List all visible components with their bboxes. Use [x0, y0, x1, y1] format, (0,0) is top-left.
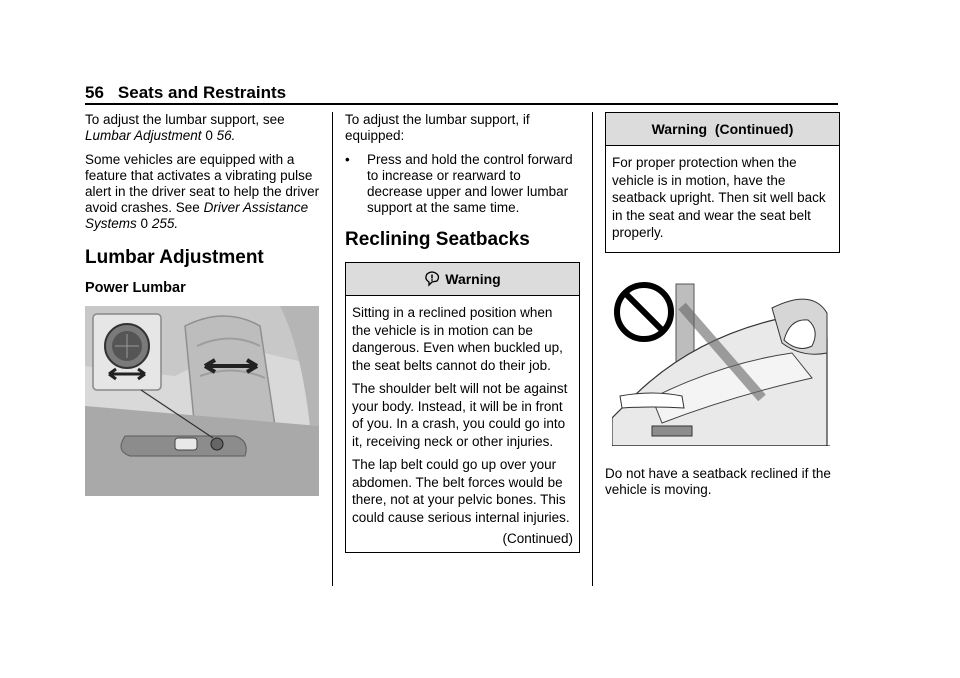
section-title: Seats and Restraints: [117, 83, 287, 102]
power-lumbar-illustration: [85, 306, 319, 496]
bullet-text: Press and hold the control forward to increase or rearward to decrease upper and lower lumbar support at the same time.: [367, 152, 573, 215]
warning-box: [345, 262, 580, 553]
column-1: [85, 112, 320, 296]
column-3: [605, 112, 840, 253]
lumbar-ref-text: To adjust the lumbar support, see: [85, 112, 285, 127]
caption-block: [605, 466, 840, 506]
driver-assistance-link[interactable]: Driver Assistance Systems: [85, 200, 309, 231]
warning-paragraph: The lap belt could go up over your abdomen. The belt forces would be there, not at your pelvic bones. This could cause serious internal injuries.: [352, 457, 570, 525]
page-ref-number[interactable]: 56.: [216, 128, 236, 143]
warning-body: [346, 296, 579, 552]
continued-label: (Continued): [502, 531, 573, 546]
warning-paragraph: The shoulder belt will not be against your body. Instead, it will be in front of you. In a crash, you could go into it, receiving neck or other injuries.: [352, 381, 568, 449]
power-lumbar-subheading: Power Lumbar: [85, 280, 186, 296]
pulse-alert-paragraph: [85, 152, 320, 232]
page-ref-number[interactable]: 255.: [151, 216, 179, 231]
warning-body: [606, 146, 839, 252]
lumbar-ref-paragraph: [85, 112, 320, 144]
pulse-alert-text: Some vehicles are equipped with a feature that activates a vibrating pulse alert in the driver seat to help the driver avoid crashes. See: [85, 152, 320, 215]
bullet-symbol: •: [345, 152, 350, 167]
column-2: [345, 112, 580, 553]
lumbar-adjustment-link[interactable]: Lumbar Adjustment: [85, 128, 202, 143]
column-divider: [332, 112, 333, 586]
lumbar-intro: To adjust the lumbar support, if equipped:: [345, 112, 530, 143]
warning-continued-box: [605, 112, 840, 253]
page-ref-symbol: 0: [140, 216, 149, 231]
page-number: 56: [85, 83, 104, 102]
warning-title: Warning: [445, 271, 501, 287]
reclining-seatbacks-heading: Reclining Seatbacks: [345, 229, 530, 250]
column-divider: [592, 112, 593, 586]
header-rule: [85, 103, 838, 105]
warning-header: [346, 263, 579, 296]
reclined-seat-illustration: [612, 278, 830, 446]
warning-icon: [424, 271, 440, 287]
warning-header: Warning (Continued): [606, 113, 839, 146]
lumbar-adjustment-heading: Lumbar Adjustment: [85, 247, 264, 268]
page-ref-symbol: 0: [205, 128, 213, 143]
page-header: [85, 83, 838, 103]
reclined-seat-caption: Do not have a seatback reclined if the vehicle is moving.: [605, 466, 831, 497]
lumbar-bullet: [345, 152, 580, 216]
warning-paragraph: For proper protection when the vehicle is in motion, have the seatback upright. Then sit well back in the seat and wear the seat belt properly.: [612, 155, 826, 240]
warning-paragraph: Sitting in a reclined position when the vehicle is in motion can be dangerous. Even when buckled up, the seat belts cannot do their job.: [352, 305, 563, 373]
